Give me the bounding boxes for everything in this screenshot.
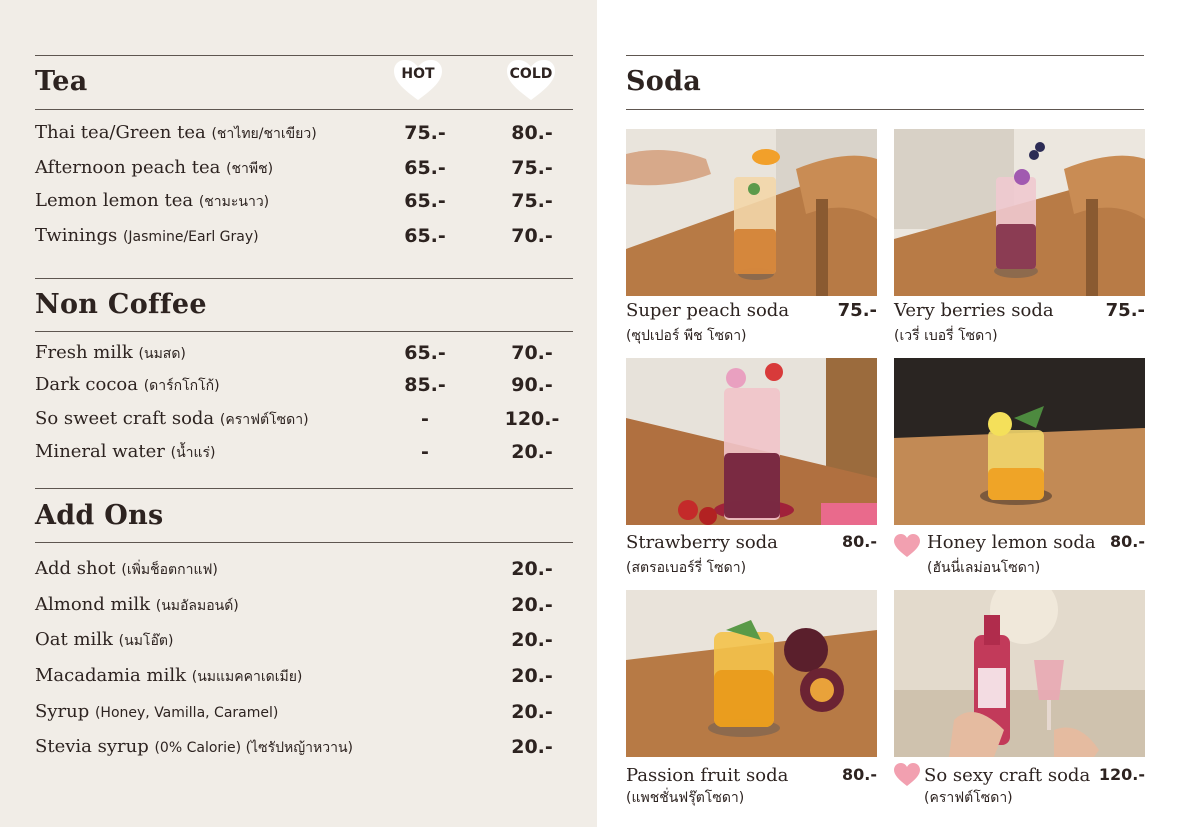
menu-row <box>35 374 575 404</box>
hot-badge <box>393 59 443 101</box>
menu-row <box>35 558 575 588</box>
menu-row <box>35 736 575 766</box>
soda-thai-name: (คราฟต์โซดา) <box>924 790 1013 806</box>
cold-label: COLD <box>509 66 553 82</box>
soda-thai-name: (เวรี่ เบอรี่ โซดา) <box>894 328 998 344</box>
passion-fruit-soda-photo <box>626 590 877 757</box>
so-sexy-craft-soda-caption <box>894 765 1145 815</box>
hot-price: 65.- <box>404 190 446 212</box>
item-thai: (Honey, Vamilla, Caramel) <box>94 705 279 721</box>
menu-row <box>35 629 575 659</box>
item-name: Syrup <box>35 701 90 722</box>
soda-name: So sexy craft soda <box>924 765 1091 786</box>
cold-price: 120.- <box>504 408 560 430</box>
item-name: Almond milk <box>35 594 150 615</box>
cold-price: 90.- <box>511 374 553 396</box>
item-thai: (ชาไทย/ชาเขียว) <box>211 126 317 142</box>
soda-price: 75.- <box>1105 300 1145 321</box>
strawberry-soda-photo <box>626 358 877 525</box>
cold-price: 80.- <box>511 122 553 144</box>
divider <box>626 109 1144 110</box>
item-name: Lemon lemon tea <box>35 190 194 211</box>
item-name: Fresh milk <box>35 342 133 363</box>
soda-price: 80.- <box>1110 532 1145 551</box>
soda-heading: Soda <box>626 66 702 97</box>
item-name: Macadamia milk <box>35 665 186 686</box>
hot-price: 65.- <box>404 342 446 364</box>
item-thai: (ดาร์กโกโก้) <box>143 378 220 394</box>
divider <box>626 55 1144 56</box>
item-thai: (คราฟต์โซดา) <box>219 412 309 428</box>
cold-price: 75.- <box>511 190 553 212</box>
item-name: Mineral water <box>35 441 165 462</box>
item-name: Oat milk <box>35 629 113 650</box>
item-name: Add shot <box>35 558 116 579</box>
soda-thai-name: (สตรอเบอร์รี่ โซดา) <box>626 560 747 576</box>
very-berries-soda-photo <box>894 129 1145 296</box>
hot-price: 65.- <box>404 157 446 179</box>
super-peach-soda-caption <box>626 300 877 350</box>
item-thai: (นมสด) <box>138 346 186 362</box>
strawberry-soda-caption <box>626 532 877 582</box>
right-menu-page <box>597 0 1179 827</box>
divider <box>35 488 573 489</box>
menu-row <box>35 225 575 255</box>
hot-price: 85.- <box>404 374 446 396</box>
add-ons-heading: Add Ons <box>35 500 164 531</box>
soda-name: Strawberry soda <box>626 532 778 553</box>
soda-name: Super peach soda <box>626 300 790 321</box>
divider <box>35 331 573 332</box>
item-name: So sweet craft soda <box>35 408 215 429</box>
soda-thai-name: (แพชชั่นฟรุ๊ตโซดา) <box>626 790 745 806</box>
menu-row <box>35 122 575 152</box>
menu-row <box>35 342 575 372</box>
addon-price: 20.- <box>511 629 553 651</box>
hot-price: - <box>421 408 429 430</box>
menu-row <box>35 594 575 624</box>
cold-price: 75.- <box>511 157 553 179</box>
hot-price: 75.- <box>404 122 446 144</box>
soda-price: 120.- <box>1098 765 1145 784</box>
menu-row <box>35 665 575 695</box>
hot-label: HOT <box>401 66 435 82</box>
soda-name: Very berries soda <box>894 300 1054 321</box>
soda-thai-name: (ซุปเปอร์ พีช โซดา) <box>626 328 747 344</box>
cold-price: 70.- <box>511 225 553 247</box>
item-thai: (ชามะนาว) <box>198 194 270 210</box>
item-thai: (นมแมคคาเดเมีย) <box>191 669 303 685</box>
super-peach-soda-photo <box>626 129 877 296</box>
item-name: Afternoon peach tea <box>35 157 221 178</box>
soda-thai-name: (ฮันนี่เลม่อนโซดา) <box>927 560 1041 576</box>
divider <box>35 109 573 110</box>
item-thai: (นมอัลมอนด์) <box>155 598 239 614</box>
divider <box>35 278 573 279</box>
tea-heading: Tea <box>35 66 88 97</box>
divider <box>35 55 573 56</box>
item-thai: (นมโอ๊ต) <box>118 633 174 649</box>
item-thai: (เพิ่มช็อตกาแฟ) <box>121 562 218 578</box>
soda-name: Passion fruit soda <box>626 765 789 786</box>
menu-row <box>35 441 575 471</box>
menu-row <box>35 701 575 731</box>
cold-price: 20.- <box>511 441 553 463</box>
item-name: Dark cocoa <box>35 374 138 395</box>
menu-row <box>35 190 575 220</box>
addon-price: 20.- <box>511 665 553 687</box>
item-thai: (น้ำแร่) <box>170 445 216 461</box>
honey-lemon-soda-caption <box>894 532 1145 582</box>
soda-name: Honey lemon soda <box>927 532 1096 553</box>
addon-price: 20.- <box>511 558 553 580</box>
very-berries-soda-caption <box>894 300 1145 350</box>
honey-lemon-soda-photo <box>894 358 1145 525</box>
addon-price: 20.- <box>511 736 553 758</box>
soda-price: 80.- <box>842 765 877 784</box>
hot-price: - <box>421 441 429 463</box>
addon-price: 20.- <box>511 701 553 723</box>
soda-price: 75.- <box>837 300 877 321</box>
non-coffee-heading: Non Coffee <box>35 289 207 320</box>
soda-price: 80.- <box>842 532 877 551</box>
item-thai: (ชาพีช) <box>226 161 274 177</box>
cold-price: 70.- <box>511 342 553 364</box>
item-name: Twinings <box>35 225 118 246</box>
item-thai: (0% Calorie) (ไซรัปหญ้าหวาน) <box>154 740 353 756</box>
item-name: Thai tea/Green tea <box>35 122 206 143</box>
cold-badge <box>506 59 556 101</box>
item-name: Stevia syrup <box>35 736 149 757</box>
passion-fruit-soda-caption <box>626 765 877 815</box>
menu-row <box>35 408 575 438</box>
heart-icon <box>894 763 920 787</box>
item-thai: (Jasmine/Earl Gray) <box>122 229 259 245</box>
addon-price: 20.- <box>511 594 553 616</box>
divider <box>35 542 573 543</box>
hot-price: 65.- <box>404 225 446 247</box>
heart-icon <box>894 534 920 558</box>
menu-row <box>35 157 575 187</box>
so-sexy-craft-soda-photo <box>894 590 1145 757</box>
